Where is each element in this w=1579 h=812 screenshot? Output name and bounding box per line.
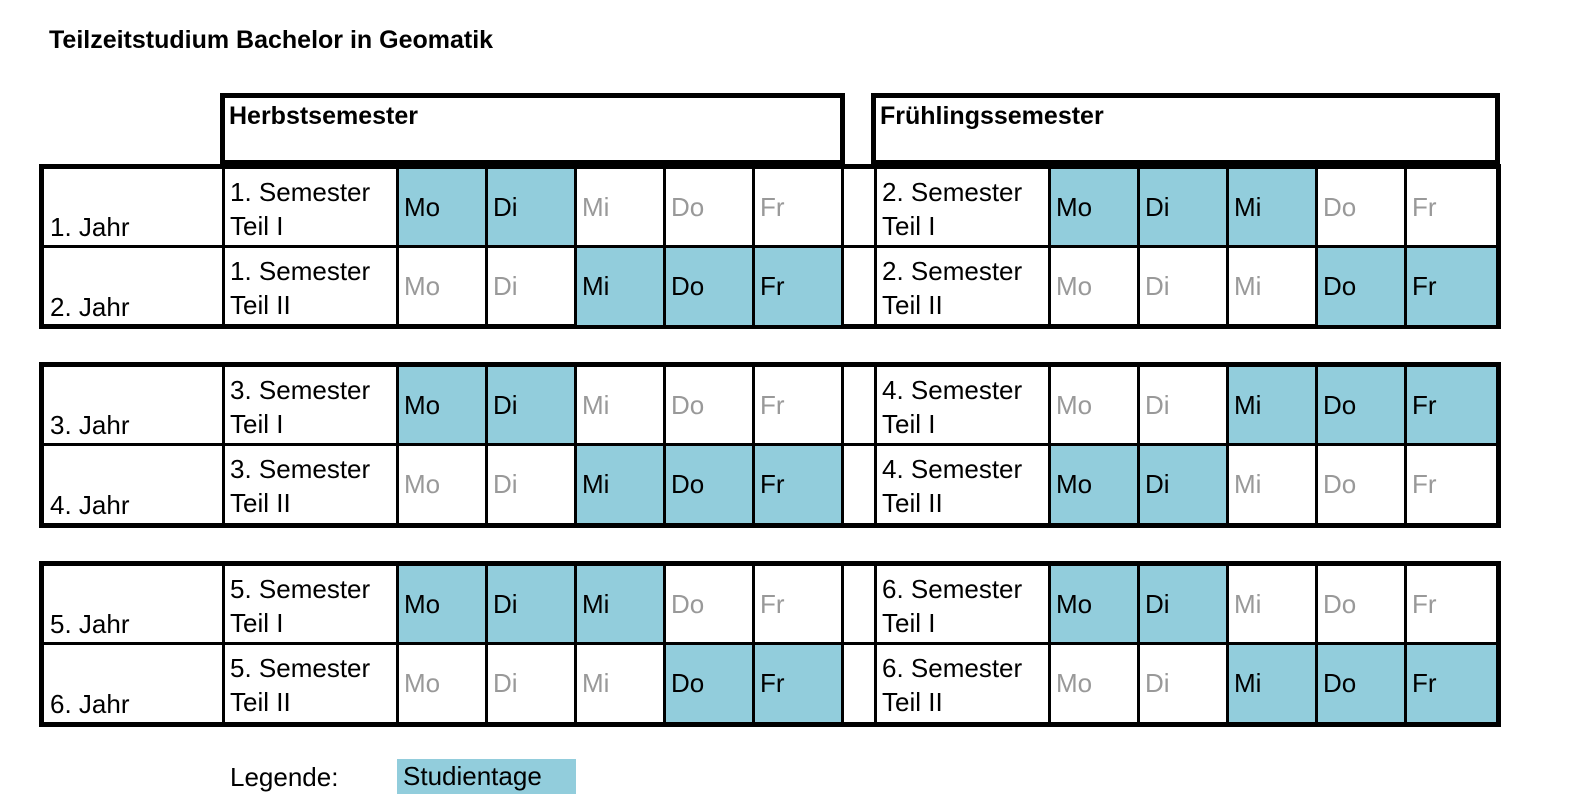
autumn-day-mo: Mo: [399, 645, 488, 722]
semester-line: Teil I: [882, 211, 936, 241]
autumn-day-do: Do: [666, 248, 755, 325]
year-label: 5. Jahr: [44, 566, 225, 645]
legend-study-days: Studientage: [397, 759, 576, 794]
spring-day-mi: Mi: [1229, 169, 1318, 248]
spring-semester-label: [877, 446, 1051, 523]
schedule-block-3: [39, 561, 1501, 727]
spring-day-do: Do: [1318, 566, 1407, 645]
spring-day-mi: Mi: [1229, 367, 1318, 446]
semester-line: 1. Semester: [230, 256, 371, 286]
semester-line: Teil II: [882, 290, 943, 320]
autumn-day-fr: Fr: [755, 248, 844, 325]
spring-day-di: Di: [1140, 367, 1229, 446]
autumn-day-mo: Mo: [399, 248, 488, 325]
semester-line: 3. Semester: [230, 375, 371, 405]
autumn-day-do: Do: [666, 645, 755, 722]
autumn-day-di: Di: [488, 566, 577, 645]
legend-label: Legende:: [230, 762, 339, 792]
autumn-day-fr: Fr: [755, 446, 844, 523]
semester-line: Teil II: [230, 488, 291, 518]
autumn-day-mo: Mo: [399, 446, 488, 523]
semester-gap: [844, 367, 877, 446]
spring-day-fr: Fr: [1407, 169, 1496, 248]
spring-day-do: Do: [1318, 169, 1407, 248]
semester-line: Teil II: [230, 687, 291, 717]
spring-day-do: Do: [1318, 248, 1407, 325]
autumn-day-do: Do: [666, 566, 755, 645]
autumn-day-mi: Mi: [577, 446, 666, 523]
schedule-block-1: [39, 164, 1501, 329]
semester-line: Teil I: [230, 409, 284, 439]
spring-day-mo: Mo: [1051, 446, 1140, 523]
semester-line: Teil I: [230, 211, 284, 241]
spring-day-di: Di: [1140, 645, 1229, 722]
autumn-day-mo: Mo: [399, 566, 488, 645]
spring-semester-label: [877, 566, 1051, 645]
spring-day-fr: Fr: [1412, 469, 1437, 499]
schedule-row: [44, 169, 1496, 248]
semester-line: 2. Semester: [882, 177, 1023, 207]
semester-line: 4. Semester: [882, 375, 1023, 405]
semester-gap: [844, 446, 877, 523]
spring-day-fr: Fr: [1407, 367, 1496, 446]
semester-gap: [844, 566, 877, 645]
spring-day-fr: Fr: [1407, 645, 1496, 722]
spring-day-di: Di: [1140, 446, 1229, 523]
autumn-day-mi: Mi: [577, 367, 666, 446]
spring-day-mo: Mo: [1051, 645, 1140, 722]
spring-semester-label: [877, 248, 1051, 325]
semester-line: Teil II: [882, 687, 943, 717]
autumn-day-mi: Mi: [577, 566, 666, 645]
semester-line: 4. Semester: [882, 454, 1023, 484]
autumn-semester-label: [225, 367, 399, 446]
semester-line: Teil II: [230, 290, 291, 320]
autumn-semester-label: [225, 248, 399, 325]
year-label: 1. Jahr: [44, 169, 225, 248]
spring-day-mo: Mo: [1051, 169, 1140, 248]
spring-day-mi: Mi: [1229, 446, 1318, 523]
autumn-day-fr: Fr: [755, 645, 844, 722]
spring-day-mo: Mo: [1051, 248, 1140, 325]
spring-semester-label: [877, 169, 1051, 248]
year-label: 4. Jahr: [44, 446, 225, 523]
autumn-day-mo: Mo: [399, 367, 488, 446]
autumn-semester-label: [225, 566, 399, 645]
spring-day-mi: Mi: [1229, 248, 1318, 325]
semester-line: Teil I: [230, 608, 284, 638]
schedule-row: [44, 367, 1496, 446]
spring-day-fr: Fr: [1407, 566, 1496, 645]
autumn-day-fr: Fr: [755, 367, 844, 446]
autumn-day-di: Di: [488, 645, 577, 722]
autumn-day-mo: Mo: [399, 169, 488, 248]
autumn-day-di: Di: [488, 367, 577, 446]
schedule-row: [44, 446, 1496, 523]
semester-line: 6. Semester: [882, 574, 1023, 604]
spring-semester-label: [877, 645, 1051, 722]
autumn-day-di: Di: [488, 248, 577, 325]
spring-day-mo: Mo: [1051, 566, 1140, 645]
schedule-block-2: [39, 362, 1501, 528]
spring-day-do: Do: [1318, 645, 1407, 722]
autumn-day-do: Do: [666, 169, 755, 248]
autumn-day-mi: Mi: [577, 169, 666, 248]
autumn-day-mi: Mi: [577, 248, 666, 325]
schedule-row: [44, 645, 1496, 722]
autumn-semester-header: Herbstsemester: [220, 93, 845, 165]
autumn-day-mi: Mi: [577, 645, 666, 722]
semester-line: Teil I: [882, 409, 936, 439]
autumn-semester-label: [225, 645, 399, 722]
spring-day-fr: Fr: [1407, 248, 1496, 325]
semester-line: 5. Semester: [230, 653, 371, 683]
semester-line: Teil I: [882, 608, 936, 638]
semester-line: 2. Semester: [882, 256, 1023, 286]
semester-gap: [844, 169, 877, 248]
spring-day-di: Di: [1140, 566, 1229, 645]
semester-line: 3. Semester: [230, 454, 371, 484]
autumn-day-di: Di: [488, 169, 577, 248]
spring-day-mi: Mi: [1229, 566, 1318, 645]
schedule-row: [44, 566, 1496, 645]
autumn-semester-label: [225, 446, 399, 523]
semester-gap: [844, 645, 877, 722]
semester-gap: [844, 248, 877, 325]
autumn-day-fr: Fr: [755, 566, 844, 645]
spring-semester-label: [877, 367, 1051, 446]
spring-day-di: Di: [1140, 169, 1229, 248]
autumn-day-do: Do: [666, 446, 755, 523]
semester-line: 5. Semester: [230, 574, 371, 604]
year-label: 2. Jahr: [44, 248, 225, 325]
autumn-day-di: Di: [488, 446, 577, 523]
spring-day-do: Do: [1318, 446, 1407, 523]
spring-day-do: Do: [1318, 367, 1407, 446]
page-title: Teilzeitstudium Bachelor in Geomatik: [49, 26, 494, 54]
semester-line: 1. Semester: [230, 177, 371, 207]
year-label: 6. Jahr: [44, 645, 225, 722]
autumn-semester-label: [225, 169, 399, 248]
spring-day-mo: Mo: [1051, 367, 1140, 446]
spring-day-mi: Mi: [1229, 645, 1318, 722]
semester-line: Teil II: [882, 488, 943, 518]
schedule-row: [44, 248, 1496, 325]
semester-line: 6. Semester: [882, 653, 1023, 683]
autumn-day-fr: Fr: [755, 169, 844, 248]
year-label: 3. Jahr: [44, 367, 225, 446]
spring-day-di: Di: [1140, 248, 1229, 325]
spring-semester-header: Frühlingssemester: [871, 93, 1500, 165]
autumn-day-do: Do: [666, 367, 755, 446]
